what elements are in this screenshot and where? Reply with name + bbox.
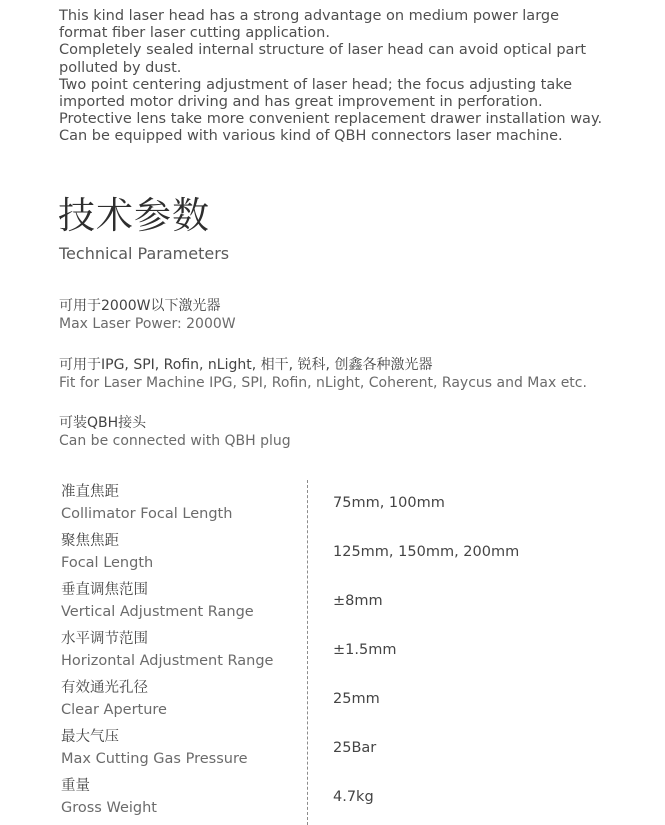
param-name-english: Max Cutting Gas Pressure <box>61 751 248 767</box>
section-title-english: Technical Parameters <box>59 244 230 263</box>
table-row <box>0 627 665 676</box>
param-name-english: Vertical Adjustment Range <box>61 604 254 620</box>
param-name-chinese: 水平调节范围 <box>61 631 148 647</box>
table-row <box>0 774 665 823</box>
intro-line: polluted by dust. <box>59 59 182 76</box>
param-name-english: Clear Aperture <box>61 702 167 718</box>
intro-line: Completely sealed internal structure of laser head can avoid optical part <box>59 42 587 59</box>
param-name-chinese: 聚焦焦距 <box>61 533 119 549</box>
intro-line: Can be equipped with various kind of QBH connectors laser machine. <box>59 128 563 145</box>
spec-label-english: Fit for Laser Machine IPG, SPI, Rofin, nLight, Coherent, Raycus and Max etc. <box>59 375 587 391</box>
spec-item-max-power <box>59 297 236 333</box>
intro-paragraph <box>59 8 649 146</box>
spec-label-chinese: 可用于2000W以下激光器 <box>59 298 221 314</box>
param-value: ±1.5mm <box>333 642 397 658</box>
intro-line: format fiber laser cutting application. <box>59 25 330 42</box>
param-value: 125mm, 150mm, 200mm <box>333 544 520 560</box>
spec-item-qbh-plug <box>59 414 291 450</box>
param-name-english: Gross Weight <box>61 800 157 816</box>
table-row <box>0 725 665 774</box>
param-value: ±8mm <box>333 593 383 609</box>
spec-label-english: Max Laser Power: 2000W <box>59 316 236 332</box>
spec-label-english: Can be connected with QBH plug <box>59 433 291 449</box>
param-name-english: Focal Length <box>61 555 154 571</box>
param-value: 25mm <box>333 691 380 707</box>
intro-line: Protective lens take more convenient replacement drawer installation way. <box>59 111 603 128</box>
spec-label-chinese: 可用于IPG, SPI, Rofin, nLight, 相干, 锐科, 创鑫各种激光器 <box>59 357 433 373</box>
intro-line: Two point centering adjustment of laser head; the focus adjusting take <box>59 76 573 93</box>
param-value: 75mm, 100mm <box>333 495 445 511</box>
param-name-chinese: 最大气压 <box>61 729 119 745</box>
section-title-chinese: 技术参数 <box>58 194 210 237</box>
param-value: 25Bar <box>333 740 377 756</box>
param-value: 4.7kg <box>333 789 374 805</box>
intro-line: This kind laser head has a strong advantage on medium power large <box>59 8 560 24</box>
table-row <box>0 676 665 725</box>
param-name-chinese: 垂直调焦范围 <box>61 582 148 598</box>
spec-label-chinese: 可装QBH接头 <box>59 415 147 431</box>
param-name-chinese: 有效通光孔径 <box>61 680 148 696</box>
param-name-english: Horizontal Adjustment Range <box>61 653 274 669</box>
spec-item-compatibility <box>59 356 587 392</box>
intro-line: imported motor driving and has great improvement in perforation. <box>59 94 543 111</box>
parameters-table <box>0 480 665 825</box>
param-name-english: Collimator Focal Length <box>61 506 233 522</box>
table-row <box>0 578 665 627</box>
table-row <box>0 529 665 578</box>
table-row <box>0 480 665 529</box>
param-name-chinese: 准直焦距 <box>61 484 119 500</box>
param-name-chinese: 重量 <box>61 778 90 794</box>
